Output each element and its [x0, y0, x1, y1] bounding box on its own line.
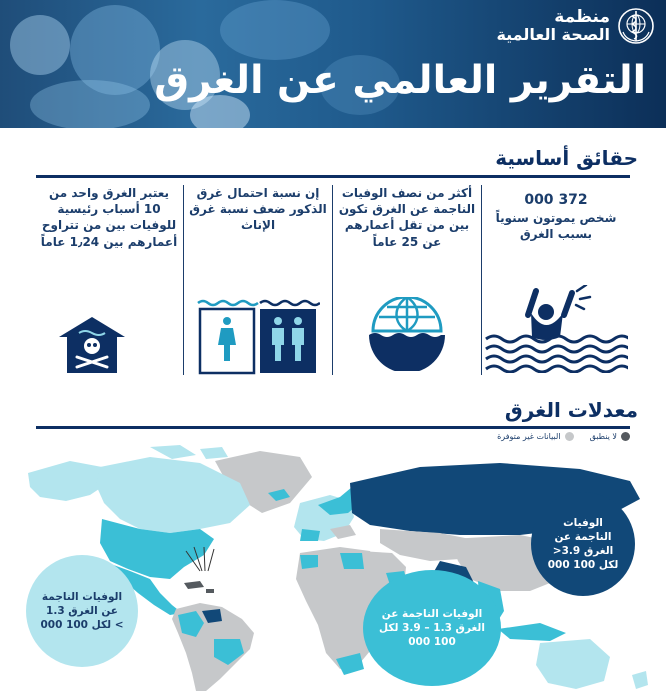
who-logo [496, 6, 656, 46]
region-arctic-islands [150, 445, 228, 459]
fact-under-25 [333, 185, 481, 380]
region-indonesia [498, 623, 566, 641]
fact-separator [183, 185, 184, 375]
water-bubble [10, 15, 70, 75]
fact-annual-deaths [482, 185, 630, 380]
map-legend [497, 432, 630, 441]
region-australia [536, 639, 610, 689]
fact-separator [332, 185, 333, 375]
region-iberia [300, 529, 320, 541]
globe-in-water-icon [367, 297, 447, 371]
water-bubble [30, 80, 150, 128]
callout-low-rate: الوفيات الناجمة عن الغرق 1.3 > لكل 100 000 [26, 555, 138, 667]
legend-label: البيانات غير متوفرة [497, 432, 561, 441]
legend-item-na [590, 432, 630, 441]
fact-text: إن نسبة احتمال غرق الذكور ضعف نسبة غرق الإناث [189, 186, 327, 233]
region-egypt [340, 553, 364, 569]
key-facts-heading: حقائق أساسية [495, 146, 638, 170]
who-name-line1: منظمة [554, 6, 610, 27]
callout-high-rate: الوفيات الناجمة عن الغرق 3.9< لكل 100 000 [531, 492, 635, 596]
fact-text: شخص يموتون سنوياً بسبب الغرق [495, 210, 617, 242]
fact-text: أكثر من نصف الوفيات الناجمة عن الغرق تكون بين من تقل أعمارهم عن 25 عاماً [338, 186, 476, 249]
legend-dot [565, 432, 574, 441]
fact-male-female [184, 185, 332, 380]
fact-text: يعتبر الغرق واحد من 10 أسباب رئيسية للوفيات بين من تتراوح أعمارهم بين 1٫24 عاماً [40, 186, 178, 249]
house-skull-icon [57, 315, 127, 375]
callout-medium-rate: الوفيات الناجمة عن الغرق 1.3 – 3.9 لكل 100 000 [363, 570, 501, 686]
fact-number: 372 000 [524, 192, 588, 208]
region-morocco [300, 555, 318, 569]
fact-leading-cause [35, 185, 183, 380]
key-facts-rule [36, 175, 630, 178]
header-banner [0, 0, 666, 128]
female-male-water-icon [196, 297, 320, 375]
region-caribbean [184, 581, 214, 593]
region-new-zealand [632, 671, 648, 689]
legend-dot [621, 432, 630, 441]
who-name-line2: الصحة العالمية [496, 24, 610, 44]
report-title: التقرير العالمي عن الغرق [154, 58, 646, 103]
region-alaska [28, 461, 108, 501]
rates-heading: معدلات الغرق [504, 398, 638, 422]
legend-label: لا ينطبق [589, 432, 617, 441]
rates-rule [36, 426, 630, 429]
who-name [496, 6, 610, 44]
water-bubble [220, 0, 330, 60]
fact-separator [481, 185, 482, 375]
legend-item-nodata [497, 432, 573, 441]
drowning-person-icon [484, 285, 628, 373]
who-emblem-icon [616, 6, 656, 46]
key-facts [36, 185, 630, 385]
